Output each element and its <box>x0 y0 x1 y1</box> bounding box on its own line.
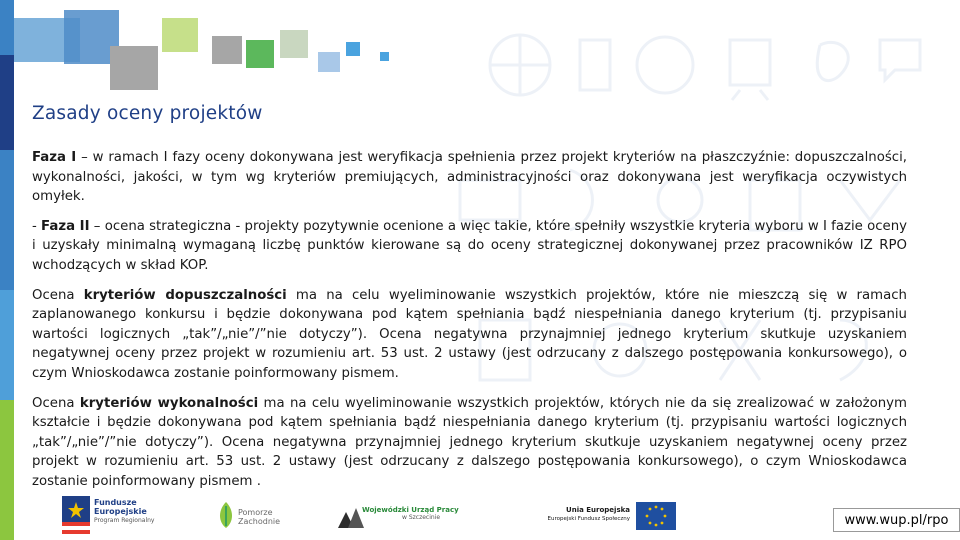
faza-1-text: – w ramach I fazy oceny dokonywana jest weryfikacja spełnienia przez projekt kryteriów na płaszczyźnie: dopuszczalności, wykonalności, jakości, w tym wg kryteriów premiujących, administracyjności oraz dokonywana jest weryfikacja oczywistych omyłek. <box>32 150 908 205</box>
paragraph-faza-1 <box>32 148 907 207</box>
fe-line3: Program Regionalny <box>94 517 155 524</box>
dopuszczalnosc-prefix: Ocena <box>32 287 84 303</box>
wykonalnosc-prefix: Ocena <box>32 395 80 411</box>
paragraph-dopuszczalnosc <box>32 286 907 384</box>
pomorze-line2: Zachodnie <box>238 517 281 526</box>
faza-2-text: – ocena strategiczna - projekty pozytywnie ocenione a więc takie, które spełniły wszystkie kryteria wyboru w I fazie oceny i uzyskały minimalną wymaganą liczbę punktów kierowane są do oceny strategicznej dokonywanej przez pracowników IZ RPO wchodzących w skład KOP. <box>32 218 908 273</box>
dopuszczalnosc-label: kryteriów dopuszczalności <box>83 287 287 303</box>
paragraph-wykonalnosc <box>32 394 907 492</box>
fe-line2: Europejskie <box>94 507 147 516</box>
pomorze-leaf-icon <box>216 500 236 530</box>
pomorze-zachodnie-logo <box>216 500 280 534</box>
faza-1-label: Faza I <box>32 150 77 165</box>
website-link[interactable]: www.wup.pl/rpo <box>833 508 960 532</box>
eu-flag-icon <box>636 502 676 530</box>
wup-line2: w Szczecinie <box>402 514 441 521</box>
paragraph-faza-2 <box>32 217 907 276</box>
footer-logos <box>0 492 960 540</box>
fe-line1: Fundusze <box>94 498 137 507</box>
wup-logo <box>336 502 486 534</box>
fundusze-europejskie-logo <box>62 496 162 536</box>
fe-star-icon <box>62 496 90 534</box>
content-body <box>32 148 907 502</box>
wykonalnosc-text: ma na celu wyeliminowanie wszystkich projektów, których nie da się zrealizować w założonym kształcie i będzie dokonywana pod kątem spełniania bądź niespełniania danego kryterium (tj. przypisaniu wartości logicznych „tak”/„nie”/”nie dotyczy”). Ocena negatywna przynajmniej jednego kryterium skutkuje uzyskaniem negatywnej oceny przez projekt w rozumieniu art. 53 ust. 2 ustawy (jest odrzucany z dalszego postępowania konkursowego), o czym Wnioskodawca zostanie poinformowany pismem . <box>32 395 907 489</box>
pomorze-line1: Pomorze <box>238 508 273 517</box>
faza-2-label: Faza II <box>41 218 90 234</box>
wup-line1: Wojewódzki Urząd Pracy <box>362 506 459 514</box>
eu-line1: Unia Europejska <box>566 506 630 514</box>
eu-line2: Europejski Fundusz Społeczny <box>547 516 630 522</box>
eu-logo <box>540 500 680 534</box>
dopuszczalnosc-text: ma na celu wyeliminowanie wszystkich projektów, które nie mieszczą się w ramach zaplanowanego konkursu i będzie dokonywana pod kątem spełniania bądź niespełniania danego kryterium (tj. przypisaniu wartości logicznych „tak”/„nie”/”nie dotyczy”). Ocena negatywna przynajmniej jednego kryterium skutkuje uzyskaniem negatywnej oceny przez projekt w rozumieniu art. 53 ust. 2 ustawy (jest odrzucany z dalszego postępowania konkursowego), o czym Wnioskodawca zostanie poinformowany pismem. <box>32 287 907 381</box>
wykonalnosc-label: kryteriów wykonalności <box>79 395 259 411</box>
left-color-bar <box>0 0 14 540</box>
faza-2-prefix: - <box>32 218 42 234</box>
page-title: Zasady oceny projektów <box>32 103 263 124</box>
